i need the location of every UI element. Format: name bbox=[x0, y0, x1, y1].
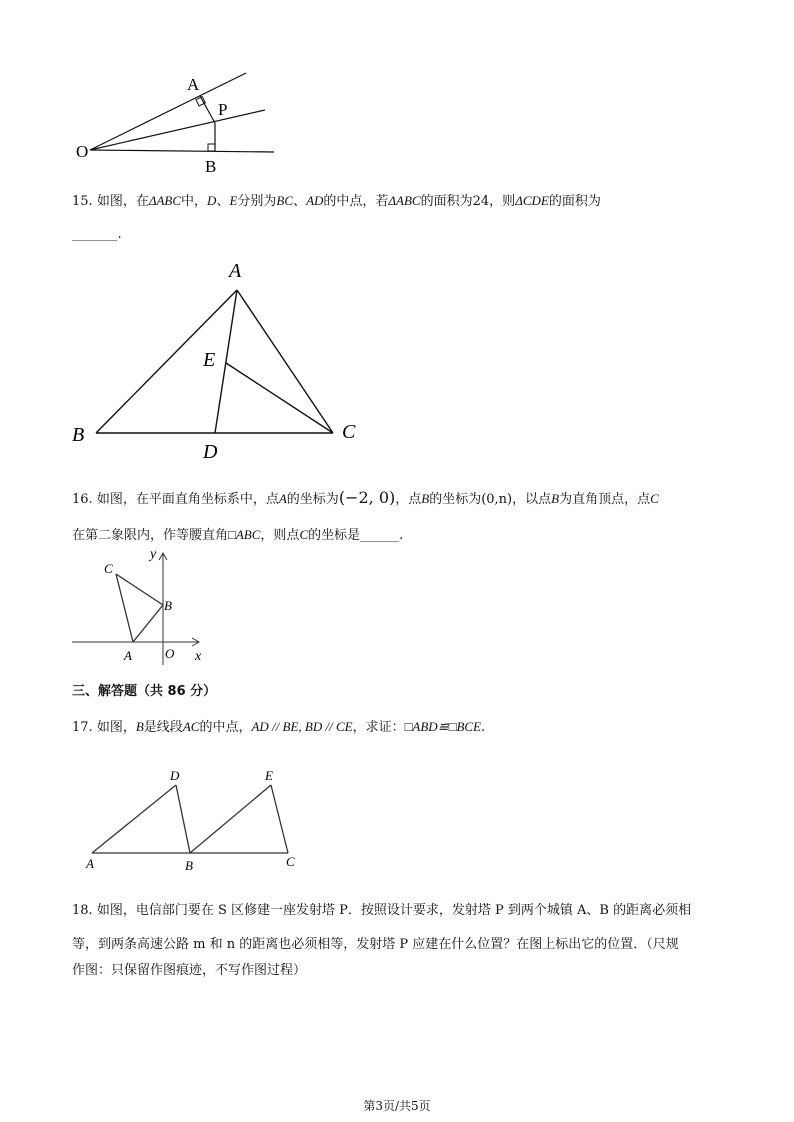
label-b: B bbox=[205, 157, 217, 176]
side-ac bbox=[237, 290, 333, 433]
segment-be bbox=[190, 785, 271, 853]
label-a: A bbox=[229, 260, 242, 282]
ray-op bbox=[90, 110, 265, 150]
segment-db bbox=[176, 785, 190, 853]
label-a: A bbox=[124, 648, 132, 663]
page-footer: 第3页/共5页 bbox=[363, 1099, 431, 1113]
q15-number: 15. bbox=[72, 194, 93, 209]
q15-triangle-figure bbox=[60, 255, 380, 465]
q17-figure bbox=[82, 762, 312, 872]
label-c: C bbox=[342, 421, 356, 443]
q15-text: 如图，在ΔABC中，D、E分别为BC、AD的中点，若ΔABC的面积为24，则ΔCDE的面积为 bbox=[96, 193, 601, 209]
segment-ap bbox=[200, 96, 215, 123]
side-ab bbox=[133, 605, 163, 642]
label-b: B bbox=[164, 598, 172, 613]
question-18-line3: 作图：只保留作图痕迹，不写作图过程） bbox=[72, 963, 307, 978]
median-ad bbox=[215, 290, 237, 433]
q16-number: 16. bbox=[72, 492, 93, 507]
label-y: y bbox=[150, 547, 157, 562]
label-e: E bbox=[265, 768, 273, 783]
section-3-heading: 三、解答题（共 86 分） bbox=[72, 684, 217, 699]
right-angle-mark-b bbox=[208, 144, 215, 151]
question-17: 17. 如图，B是线段AC的中点，AD // BE, BD // CE，求证：□ABD≌□BCE. bbox=[72, 719, 486, 735]
label-d: D bbox=[203, 441, 218, 463]
segment-ec bbox=[271, 785, 288, 853]
segment-ec bbox=[226, 363, 333, 433]
q15-answer-blank[interactable]: _______. bbox=[72, 227, 122, 242]
label-o: O bbox=[76, 142, 89, 161]
label-e: E bbox=[203, 349, 216, 371]
label-c: C bbox=[104, 561, 113, 576]
segment-ad bbox=[92, 785, 176, 853]
q16-coordinate-figure bbox=[66, 545, 216, 670]
side-ab bbox=[96, 290, 237, 433]
question-18-line2: 等，到两条高速公路 m 和 n 的距离也必须相等，发射塔 P 应建在什么位置？在图上标出它的位置．（尺规 bbox=[72, 937, 679, 952]
question-16: 16. 如图，在平面直角坐标系中，点A的坐标为(−2, 0)，点B的坐标为(0,n)，以点B为直角顶点，点C bbox=[72, 488, 659, 507]
q17-number: 17. bbox=[72, 720, 93, 735]
question-15 bbox=[72, 188, 722, 215]
q18-number: 18. bbox=[72, 903, 93, 918]
ray-ob bbox=[90, 150, 274, 152]
label-d: D bbox=[170, 768, 180, 783]
question-18 bbox=[72, 898, 722, 924]
label-p: P bbox=[218, 100, 228, 119]
question-16-line2: 在第二象限内，作等腰直角□ABC，则点C的坐标是______. bbox=[72, 527, 404, 543]
label-x: x bbox=[195, 649, 202, 664]
label-a: A bbox=[187, 75, 200, 94]
label-c: C bbox=[286, 854, 295, 869]
angle-bisector-figure bbox=[60, 60, 290, 180]
label-b: B bbox=[72, 424, 85, 446]
label-a: A bbox=[86, 856, 94, 871]
q18-line1: 如图，电信部门要在 S 区修建一座发射塔 P．按照设计要求，发射塔 P 到两个城镇 A、B 的距离必须相 bbox=[96, 903, 692, 918]
label-b: B bbox=[185, 858, 193, 873]
label-o: O bbox=[165, 646, 175, 661]
